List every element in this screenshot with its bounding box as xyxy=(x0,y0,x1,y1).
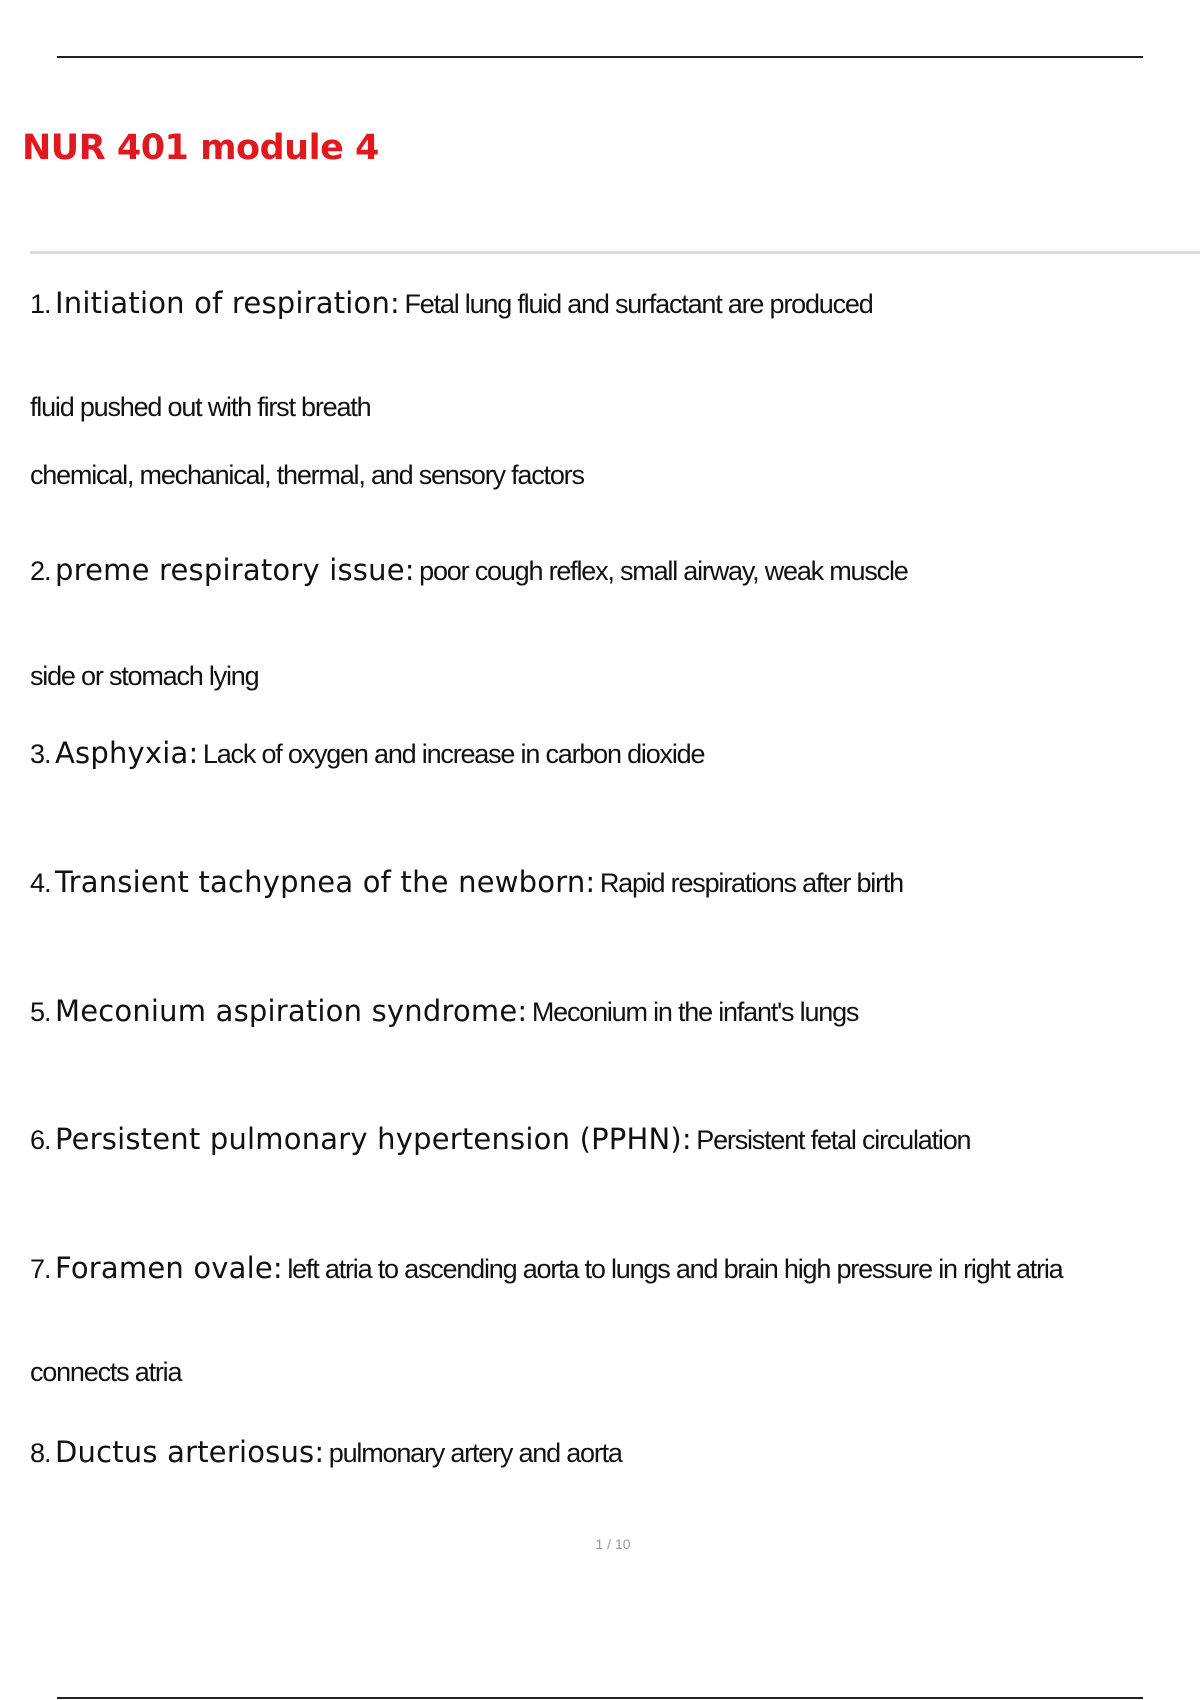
top-rule xyxy=(57,56,1143,58)
card-5 xyxy=(30,991,858,1037)
card-6 xyxy=(30,1119,970,1165)
card-note: side or stomach lying xyxy=(30,661,259,691)
card-3 xyxy=(30,733,704,779)
card-definition: pulmonary artery and aorta xyxy=(328,1438,622,1468)
card-term: preme respiratory issue: xyxy=(54,553,415,587)
title-divider xyxy=(30,251,1200,254)
card-definition: Fetal lung fluid and surfactant are produced xyxy=(404,289,873,319)
card-definition: Meconium in the infant's lungs xyxy=(531,997,859,1027)
document-title: NUR 401 module 4 xyxy=(22,128,379,168)
card-note: fluid pushed out with first breath xyxy=(30,392,371,422)
card-number: 2. xyxy=(30,556,51,586)
card-number: 5. xyxy=(30,997,51,1027)
page-indicator: 1 / 10 xyxy=(595,1536,631,1552)
card-term: Meconium aspiration syndrome: xyxy=(54,994,528,1028)
card-4 xyxy=(30,862,903,908)
card-number: 3. xyxy=(30,739,51,769)
card-number: 7. xyxy=(30,1254,51,1284)
card-1 xyxy=(30,283,873,329)
card-number: 4. xyxy=(30,868,51,898)
card-number: 8. xyxy=(30,1438,51,1468)
card-definition: left atria to ascending aorta to lungs and brain high pressure in right atria xyxy=(287,1254,1063,1284)
card-definition: poor cough reflex, small airway, weak muscle xyxy=(419,556,908,586)
card-term: Initiation of respiration: xyxy=(54,286,401,320)
card-note: connects atria xyxy=(30,1357,182,1387)
card-term: Transient tachypnea of the newborn: xyxy=(54,865,596,899)
card-2 xyxy=(30,550,908,596)
card-definition: Lack of oxygen and increase in carbon dioxide xyxy=(202,739,705,769)
card-note: chemical, mechanical, thermal, and sensory factors xyxy=(30,460,584,490)
card-definition: Persistent fetal circulation xyxy=(696,1125,971,1155)
card-number: 6. xyxy=(30,1125,51,1155)
card-8 xyxy=(30,1432,622,1478)
card-term: Foramen ovale: xyxy=(54,1251,283,1285)
card-number: 1. xyxy=(30,289,51,319)
card-term: Persistent pulmonary hypertension (PPHN): xyxy=(54,1122,692,1156)
bottom-rule xyxy=(57,1697,1143,1699)
card-term: Ductus arteriosus: xyxy=(54,1435,325,1469)
card-definition: Rapid respirations after birth xyxy=(599,868,903,898)
card-7 xyxy=(30,1248,1062,1294)
card-term: Asphyxia: xyxy=(54,736,199,770)
